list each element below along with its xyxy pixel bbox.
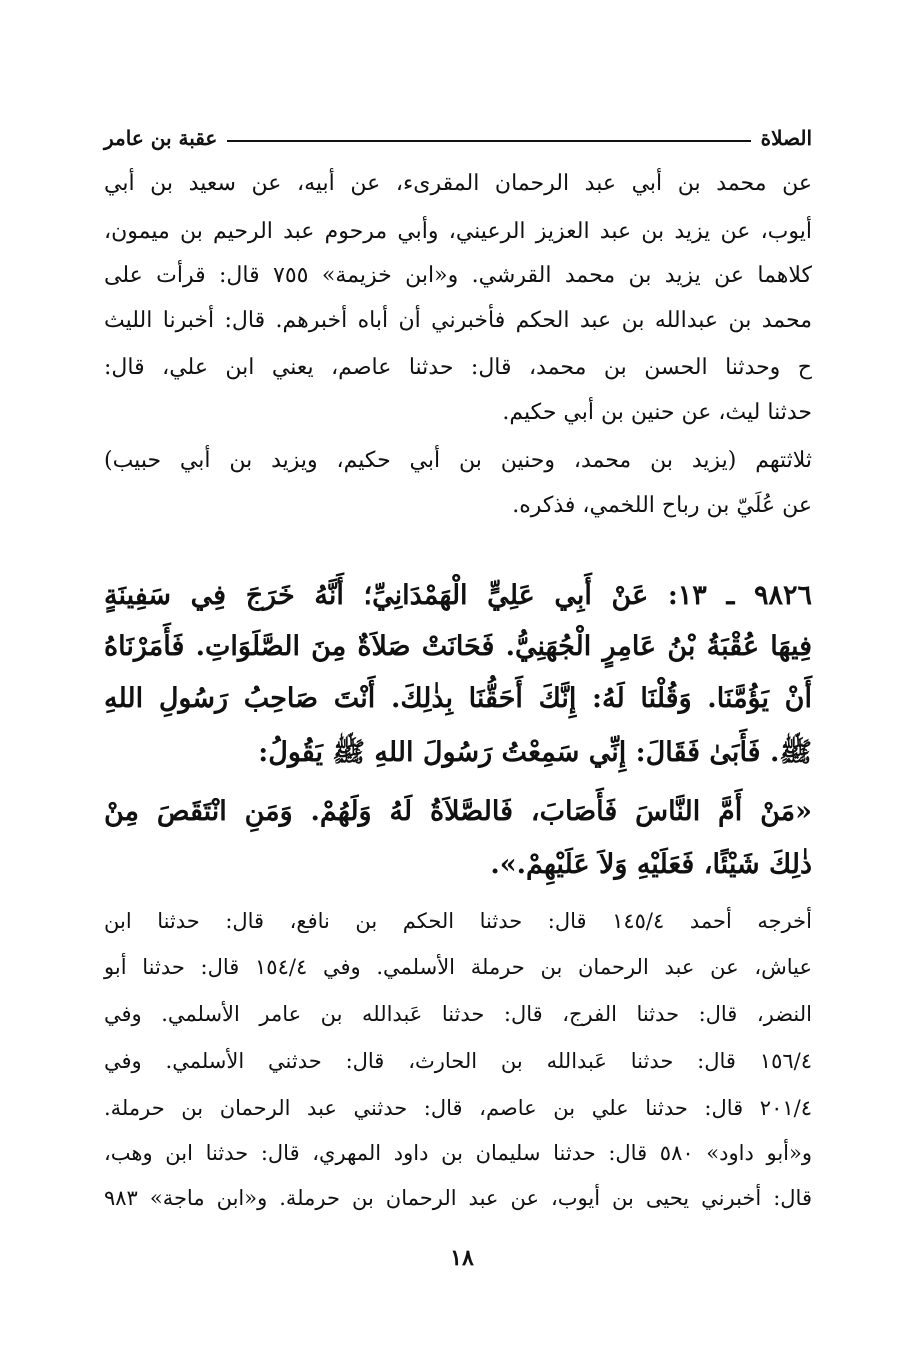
- hadith-line: أَنْ يَؤُمَّنَا. وَقُلْنَا لَهُ: إِنَّكَ أَحَقُّنَا بِذٰلِكَ. أَنْتَ صَاحِبُ رَسُولِ اللهِ: [104, 683, 812, 714]
- takhrij-line: ١٥٦/٤ قال: حدثنا عَبدالله بن الحارث، قال: حدثني الأسلمي. وفي: [104, 1049, 812, 1073]
- chain-line: كلاهما عن يزيد بن محمد القرشي. و«ابن خزيمة» ٧٥٥ قال: قرأت على: [104, 263, 812, 288]
- summary-line: عن عُلَيّ بن رباح اللخمي، فذكره.: [512, 493, 812, 518]
- page-number: ١٨: [450, 1245, 474, 1271]
- hadith-line: ﷺ. فَأَبَىٰ فَقَالَ: إِنِّي سَمِعْتُ رَسُولَ اللهِ ﷺ يَقُولُ:: [258, 737, 812, 768]
- takhrij-line: و«أبو داود» ٥٨٠ قال: حدثنا سليمان بن داود المهري، قال: حدثنا ابن وهب،: [104, 1141, 813, 1165]
- takhrij-line: قال: أخبرني يحيى بن أيوب، عن عبد الرحمان بن حرملة. و«ابن ماجة» ٩٨٣: [104, 1186, 812, 1210]
- chain-line: حدثنا ليث، عن حنين بن أبي حكيم.: [502, 400, 812, 425]
- chain-line: عن محمد بن أبي عبد الرحمان المقرىء، عن أبيه، عن سعيد بن أبي: [104, 171, 812, 196]
- summary-line: ثلاثتهم (يزيد بن محمد، وحنين بن أبي حكيم، ويزيد بن أبي حبيب): [104, 448, 812, 473]
- takhrij-line: ٢٠١/٤ قال: حدثنا علي بن عاصم، قال: حدثني عبد الرحمان بن حرملة.: [104, 1096, 812, 1120]
- header-section-title: الصلاة: [760, 126, 812, 150]
- quote-line: «مَنْ أَمَّ النَّاسَ فَأَصَابَ، فَالصَّلاَةُ لَهُ وَلَهُمْ. وَمَنِ انْتَقَصَ مِنْ: [104, 796, 812, 827]
- hadith-line: ٩٨٢٦ ـ ١٣: عَنْ أَبِي عَلِيٍّ الْهَمْدَانِيِّ؛ أَنَّهُ خَرَجَ فِي سَفِينَةٍ: [104, 580, 813, 611]
- quote-line: ذٰلِكَ شَيْئًا، فَعَلَيْهِ وَلاَ عَلَيْهِمْ.».: [490, 849, 812, 880]
- chain-line: ح وحدثنا الحسن بن محمد، قال: حدثنا عاصم، يعني ابن علي، قال:: [104, 355, 812, 380]
- header-narrator-title: عقبة بن عامر: [104, 126, 218, 150]
- chain-line: أيوب، عن يزيد بن عبد العزيز الرعيني، وأبي مرحوم عبد الرحيم بن ميمون،: [104, 219, 812, 244]
- running-header: [104, 118, 812, 150]
- chain-line: محمد بن عبدالله بن عبد الحكم فأخبرني أن أباه أخبرهم. قال: أخبرنا الليث: [104, 308, 812, 333]
- header-rule: [227, 140, 750, 142]
- takhrij-line: النضر، قال: حدثنا الفرج، قال: حدثنا عَبدالله بن عامر الأسلمي. وفي: [104, 1002, 812, 1026]
- hadith-line: فِيهَا عُقْبَةُ بْنُ عَامِرٍ الْجُهَنِيُّ. فَحَانَتْ صَلاَةٌ مِنَ الصَّلَوَاتِ. فَأَمَرْنَاهُ: [104, 631, 812, 662]
- takhrij-line: أخرجه أحمد ١٤٥/٤ قال: حدثنا الحكم بن نافع، قال: حدثنا ابن: [104, 909, 812, 933]
- takhrij-line: عياش، عن عبد الرحمان بن حرملة الأسلمي. وفي ١٥٤/٤ قال: حدثنا أبو: [104, 955, 812, 979]
